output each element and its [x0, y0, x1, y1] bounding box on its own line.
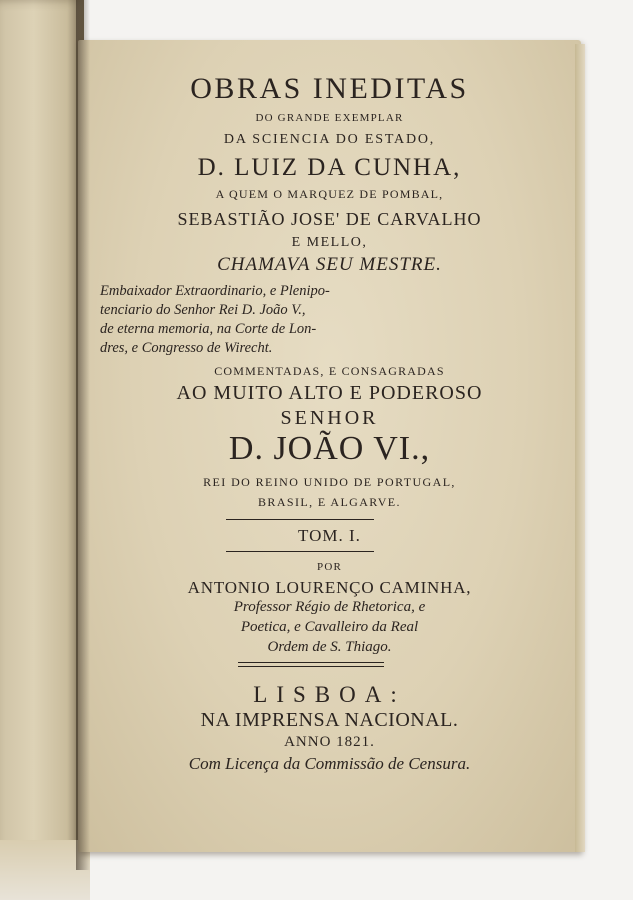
subtitle-line-2: DA SCIENCIA DO ESTADO, [223, 132, 436, 147]
por-line: POR [317, 561, 342, 573]
brasil-line: BRASIL, E ALGARVE. [258, 495, 401, 509]
king-name: D. JOÃO VI., [228, 430, 431, 467]
marquez-line: A QUEM O MARQUEZ DE POMBAL, [215, 187, 444, 201]
book-title: OBRAS INEDITAS [190, 72, 469, 105]
mello-line: E MELLO, [291, 235, 368, 250]
double-rule-top [238, 662, 384, 663]
city-line: LISBOA: [253, 682, 406, 707]
left-page-edge [0, 0, 84, 900]
commentadas-line: COMMENTADAS, E CONSAGRADAS [214, 364, 445, 378]
description-line-3: de eterna memoria, na Corte de Lon- [100, 321, 317, 337]
description-line-1: Embaixador Extraordinario, e Plenipo- [100, 283, 330, 299]
professor-line-2: Poetica, e Cavalleiro da Real [240, 619, 419, 635]
professor-line-3: Ordem de S. Thiago. [267, 639, 392, 655]
rule-above-volume [226, 519, 374, 520]
alto-line: AO MUITO ALTO E PODEROSO [176, 382, 483, 404]
mestre-line: CHAMAVA SEU MESTRE. [217, 254, 442, 275]
translator-name: ANTONIO LOURENÇO CAMINHA, [187, 578, 472, 597]
volume-label: TOM. I. [298, 526, 361, 545]
press-line: NA IMPRENSA NACIONAL. [200, 709, 459, 731]
year-line: ANNO 1821. [284, 734, 375, 750]
professor-line-1: Professor Régio de Rhetorica, e [233, 599, 426, 615]
license-line: Com Licença da Commissão de Censura. [188, 754, 471, 773]
description-line-4: dres, e Congresso de Wirecht. [100, 340, 273, 356]
rule-below-volume [226, 551, 374, 552]
subtitle-line-1: DO GRANDE EXEMPLAR [255, 112, 404, 124]
senhor-line: SENHOR [280, 407, 379, 429]
author-name: D. LUIZ DA CUNHA, [197, 154, 462, 181]
double-rule-bottom [238, 666, 384, 667]
description-line-2: tenciario do Senhor Rei D. João V., [100, 302, 306, 318]
sebastiao-line: SEBASTIÃO JOSE' DE CARVALHO [177, 209, 482, 229]
rei-line: REI DO REINO UNIDO DE PORTUGAL, [203, 475, 456, 489]
